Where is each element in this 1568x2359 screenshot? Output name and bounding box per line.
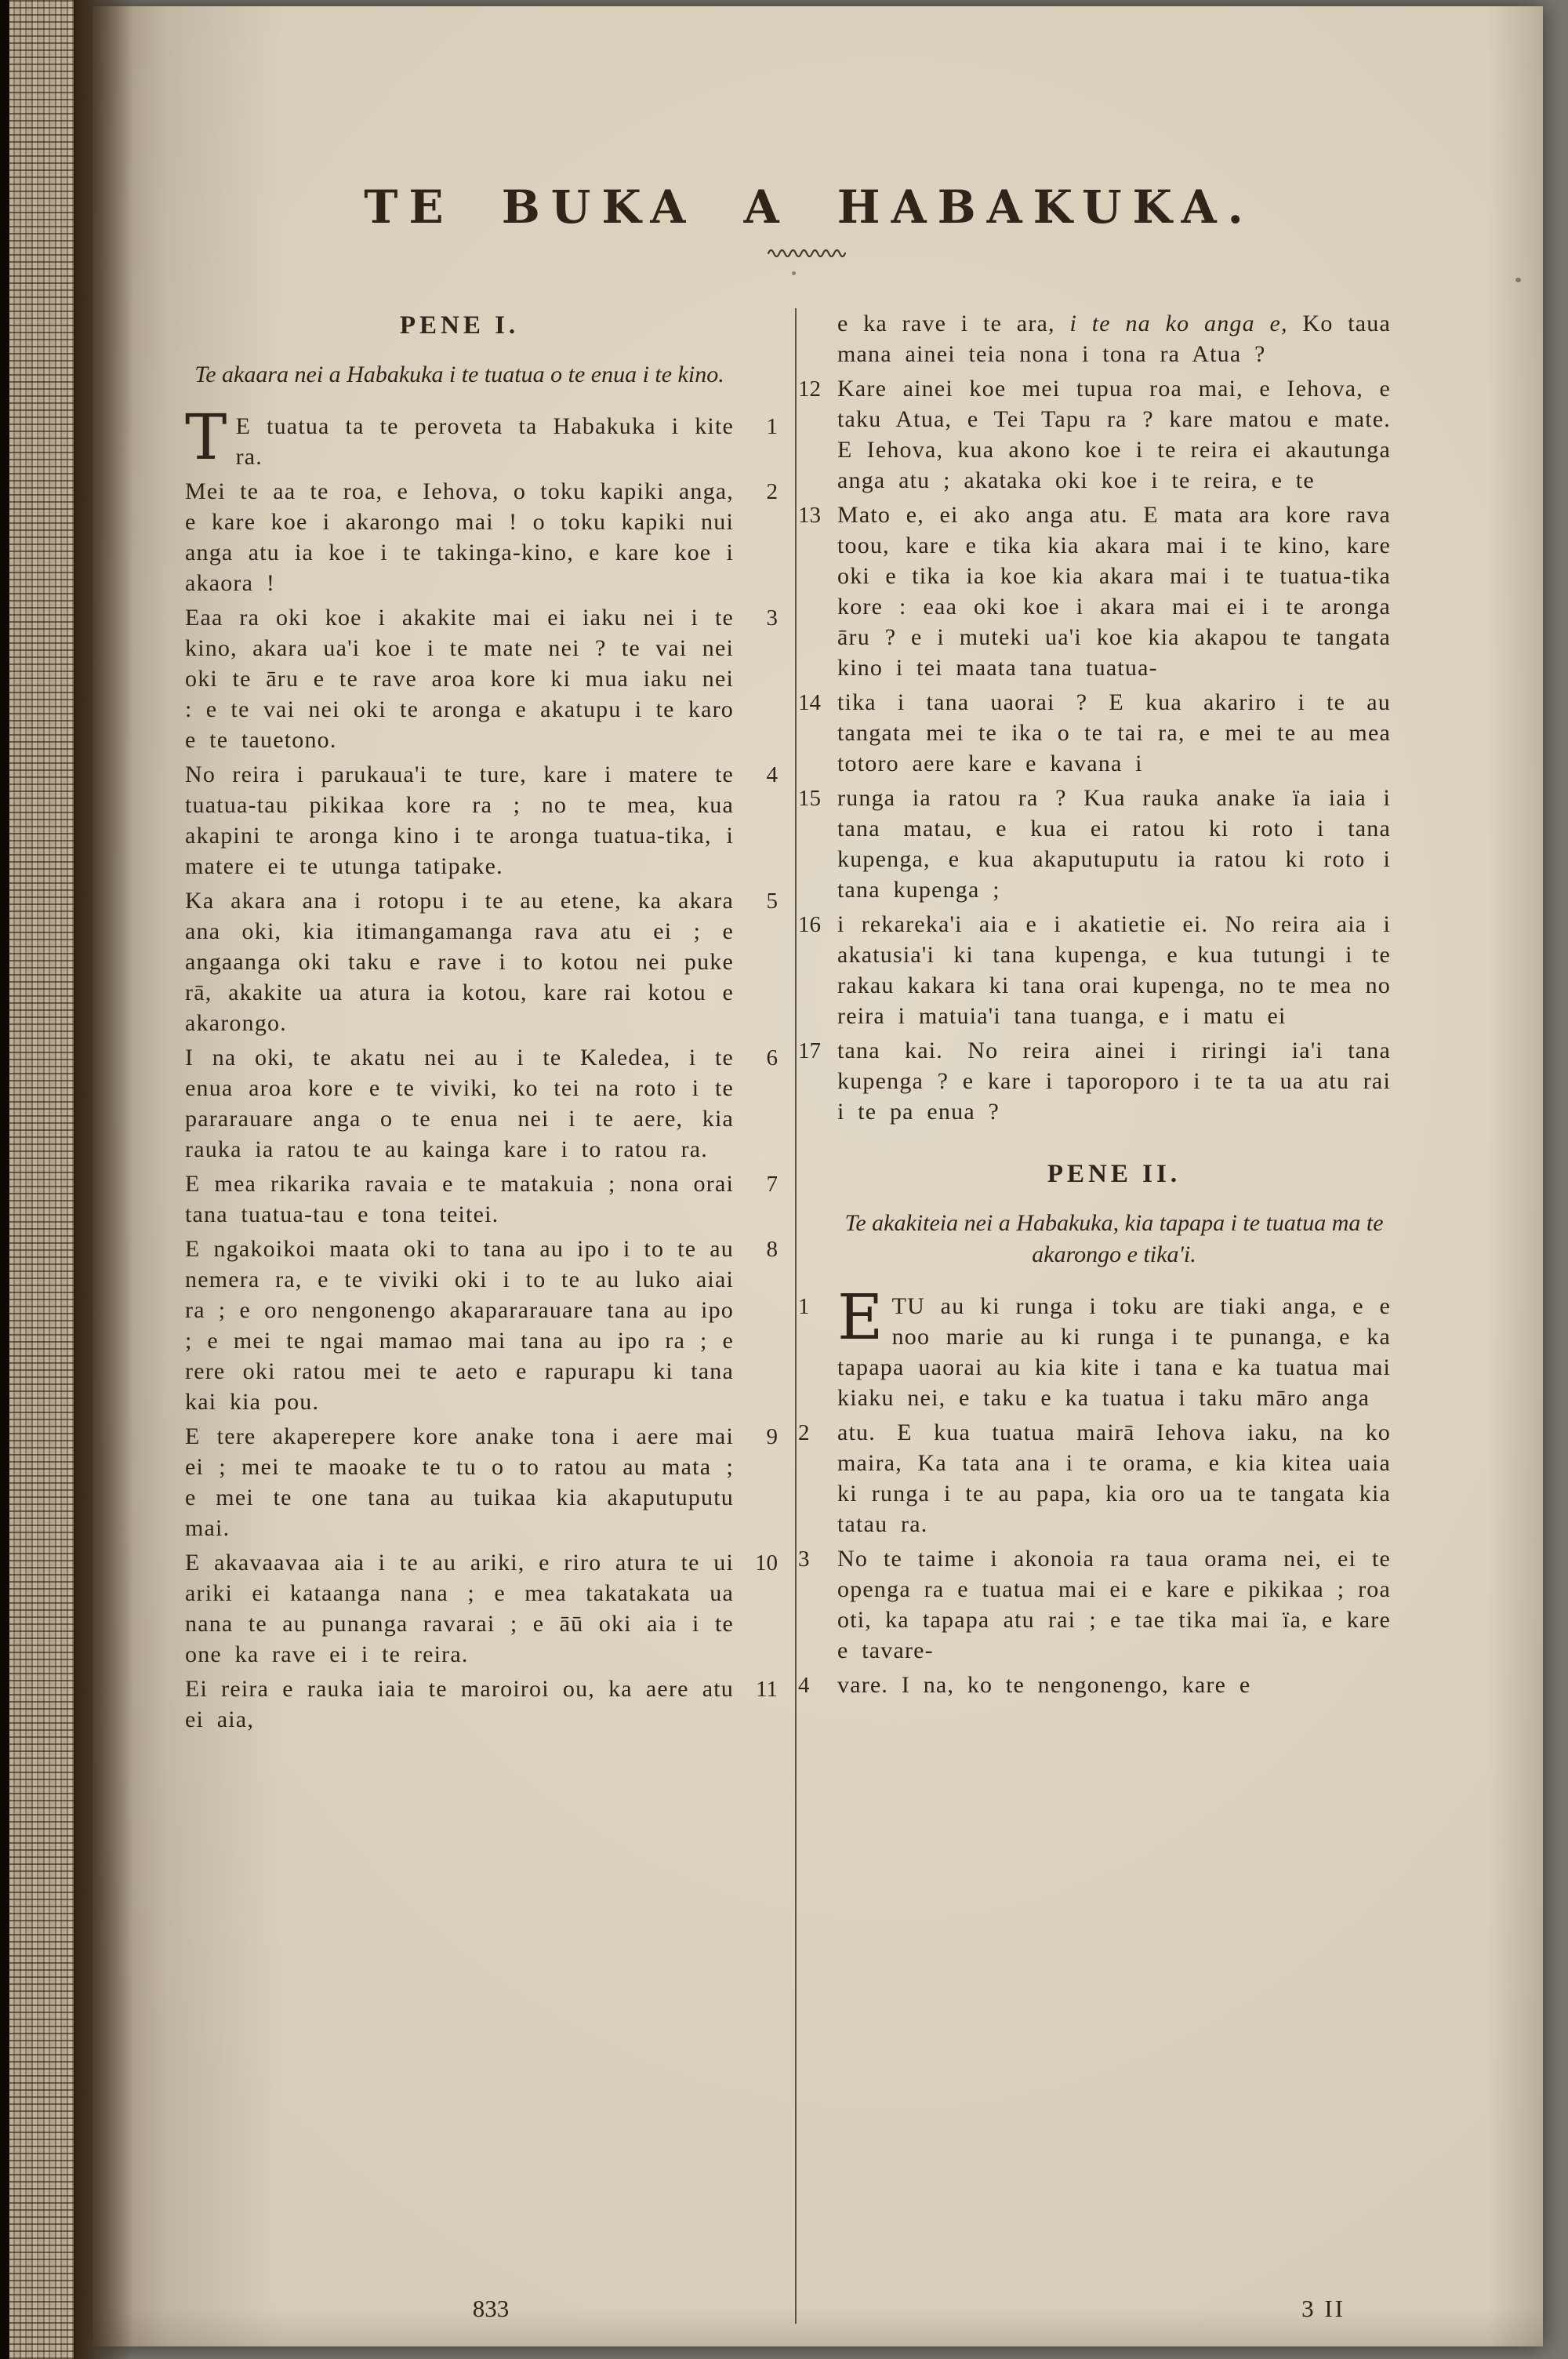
verse-text: E ngakoikoi maata oki to tana au ipo i to te au nemera ra, e te viviki oki i to te au luko aiai ra ; e oro nengonengo akapararauare tana au ipo ; e mei te ngai mamao mai tana au ipo ra ; e rere oki ratou mei te aeto e rapurapu ki tana kai kia pou. [185,1236,734,1415]
text-columns [185,308,1433,2324]
verse-text: E akavaavaa aia i te au ariki, e riro atura te ui ariki ei kataanga nana ; e mea takatakata ua nana te au punanga ravarai ; e āū oki aia i te one ka rave ei i te reira. [185,1550,734,1667]
verse-number: 13 [798,503,821,528]
verse-text: TU au ki runga i toku are tiaki anga, e e noo marie au ki runga i te punanga, e ka tapapa uaorai au kia kite i tana e ka tuatua mai kiaku nei, e taku e ka tuatua i taku māro anga [837,1293,1391,1411]
verse [185,476,778,598]
verse [185,885,778,1038]
verse-number: 9 [766,1424,778,1449]
book-page [93,6,1543,2346]
verse-number: 2 [798,1420,810,1445]
verse [798,909,1391,1031]
verse-text: E mea rikarika ravaia e te matakuia ; nona orai tana tuatua-tau e tona teitei. [185,1171,734,1227]
verse [185,1547,778,1670]
page-content [185,180,1433,2324]
verse-text: Eaa ra oki koe i akakite mai ei iaku nei i te kino, akara ua'i koe i te mate nei ? te vai nei oki te āru e te rave aroa kore ki mua iaku nei : e te vai nei oki te aronga e akatupu i te karo e te tauetono. [185,605,734,753]
verse-number: 3 [798,1547,810,1572]
verse [185,1042,778,1165]
verse [185,1674,778,1735]
verse [798,1417,1391,1539]
verse-number: 4 [766,762,778,787]
verse-number: 1 [798,1294,810,1319]
wavy-rule-ornament [766,246,852,259]
book-fore-edges [9,0,75,2359]
verse [185,1421,778,1543]
verse-list-chapter1 [185,401,778,1735]
verse-text: Mei te aa te roa, e Iehova, o toku kapiki anga, e kare koe i akarongo mai ! o toku kapiki nui anga atu ia koe i te takinga-kino, e kare koe i akaora ! [185,478,734,596]
verse-text: tika i tana uaorai ? E kua akariro i te au tangata mei te ika o te tai ra, e mei te au mea totoro aere kare e kavana i [837,689,1391,776]
verse-text: tana kai. No reira ainei i riringi ia'i tana kupenga ? e kare i taporoporo i te ta ua atu rai i te pa enua ? [837,1038,1391,1125]
verse-list-chapter1-continued [798,308,1392,1127]
verse-italic-phrase: i te na ko anga e, [1069,311,1288,336]
verse-text: E tuatua ta te peroveta ta Habakuka i kite ra. [235,413,734,470]
chapter1-heading: PENE I. [399,311,520,340]
chapter1-subtitle: Te akaara nei a Habakuka i te tuatua o te enua i te kino. [194,362,724,387]
verse-text: Kare ainei koe mei tupua roa mai, e Iehova, e taku Atua, e Tei Tapu ra ? kare matou e mate. E Iehova, kua akono koe i te reira ei akautunga anga atu ; akataka oki koe i te reira, e te [837,376,1391,493]
verse-text: Mato e, ei ako anga atu. E mata ara kore rava toou, kare e tika kia akara mai i te kino, kare oki e tika ia koe kia akara mai i te tuatua-tika kore : eaa oki koe i akara mai ei i te aronga āru ? e i muteki ua'i koe kia akapou te tangata kino i tei maata tana tuatua- [837,502,1391,681]
verse-number: 17 [798,1038,821,1063]
drop-cap: T [185,401,228,474]
verse [185,1234,778,1417]
ink-speck [1515,278,1521,282]
chapter2-heading: PENE II. [1047,1160,1181,1188]
verse-number: 7 [766,1172,778,1197]
verse [798,783,1391,905]
verse [798,1670,1391,1700]
column-divider [795,308,797,2324]
column-left [185,308,778,2324]
verse-number: 6 [766,1045,778,1070]
verse-number: 3 [766,605,778,631]
verse-text-segment: e ka rave i te ara, [837,311,1070,336]
verse-number: 15 [798,786,821,811]
verse [185,759,778,881]
column-right [798,308,1392,2324]
verse-number: 4 [798,1673,810,1698]
verse-text: No reira i parukaua'i te ture, kare i matere te tuatua-tau pikikaa kore ra ; no te mea, kua akapini te aronga kino i te aronga tuatua-tika, i matere ei te utunga tatipake. [185,761,734,879]
verse [185,401,778,474]
verse [185,602,778,755]
page-title: TE BUKA A HABAKUKA. [364,180,1254,234]
verse-number: 10 [755,1550,778,1576]
verse-text-segment: Ko taua mana ainei teia nona i tona ra Atua ? [837,311,1392,367]
verse-text: runga ia ratou ra ? Kua rauka anake ïa iaia i tana matau, e kua ei ratou ki roto i tana kupenga, e kua akaputuputu ia ratou ki roto i tana kupenga ; [837,785,1391,903]
verse-text: Ei reira e rauka iaia te maroiroi ou, ka aere atu ei aia, [185,1676,734,1732]
verse [798,500,1391,683]
verse-text: E tere akaperepere kore anake tona i aere mai ei ; mei te maoake te tu o to ratou au mata ; e mei te one tana au tuikaa kia akaputuputu mai. [185,1423,734,1541]
verse-text: Ka akara ana i rotopu i te au etene, ka akara ana oki, kia itimangamanga rava atu ei ; e angaanga oki taku e rave i to kotou nei puke rā, akakite ua atura ia kotou, kare rai kotou e akarongo. [185,888,734,1036]
page-footer [185,2295,1391,2323]
verse-number: 8 [766,1237,778,1262]
verse [798,1281,1391,1413]
verse-text: i rekareka'i aia e i akatietie ei. No reira aia i akatusia'i ki tana kupenga, e kua tutungi i te rakau kakara ki tana orai kupenga, no te mea no reira i matuia'i tana tuanga, e i matu ei [837,911,1391,1029]
verse [837,308,1391,369]
page-number: 833 [472,2295,510,2322]
signature-mark: 3 II [1301,2295,1345,2322]
verse-number: 16 [798,912,821,937]
verse-list-chapter2 [798,1281,1391,1700]
verse [798,687,1391,779]
verse-number: 14 [798,690,821,715]
verse-text: I na oki, te akatu nei au i te Kaledea, i te enua aroa kore e te viviki, ko tei na roto i te pararauare anga o te enua nei i te aere, kia rauka ia ratou te au kainga kare i to ratou ra. [185,1045,734,1162]
verse-number: 12 [798,376,821,402]
verse-number: 2 [766,479,778,504]
verse-number: 11 [756,1677,778,1702]
verse-text: vare. I na, ko te nengonengo, kare e [837,1672,1251,1698]
verse [185,1169,778,1230]
verse [798,1543,1391,1666]
title-ornament-row [185,246,1433,263]
verse-number: 5 [766,889,778,914]
verse-text: atu. E kua tuatua mairā Iehova iaku, na ko maira, Ka tata ana i te orama, e kia kitea uaia ki runga i te au papa, kia oro ua te tangata kia tatau ra. [837,1419,1391,1537]
drop-cap: E [837,1281,884,1354]
verse-text: No te taime i akonoia ra taua orama nei, ei te openga ra e tuatua mai ei e kare e pikikaa ; roa oti, ka tapapa atu rai ; e tae tika mai ïa, e kare e tavare- [837,1546,1391,1663]
chapter2-subtitle: Te akakiteia nei a Habakuka, kia tapapa i te tuatua ma te akarongo e tika'i. [844,1210,1384,1267]
verse-number: 1 [766,414,778,439]
verse [798,373,1391,496]
verse [798,1035,1391,1127]
